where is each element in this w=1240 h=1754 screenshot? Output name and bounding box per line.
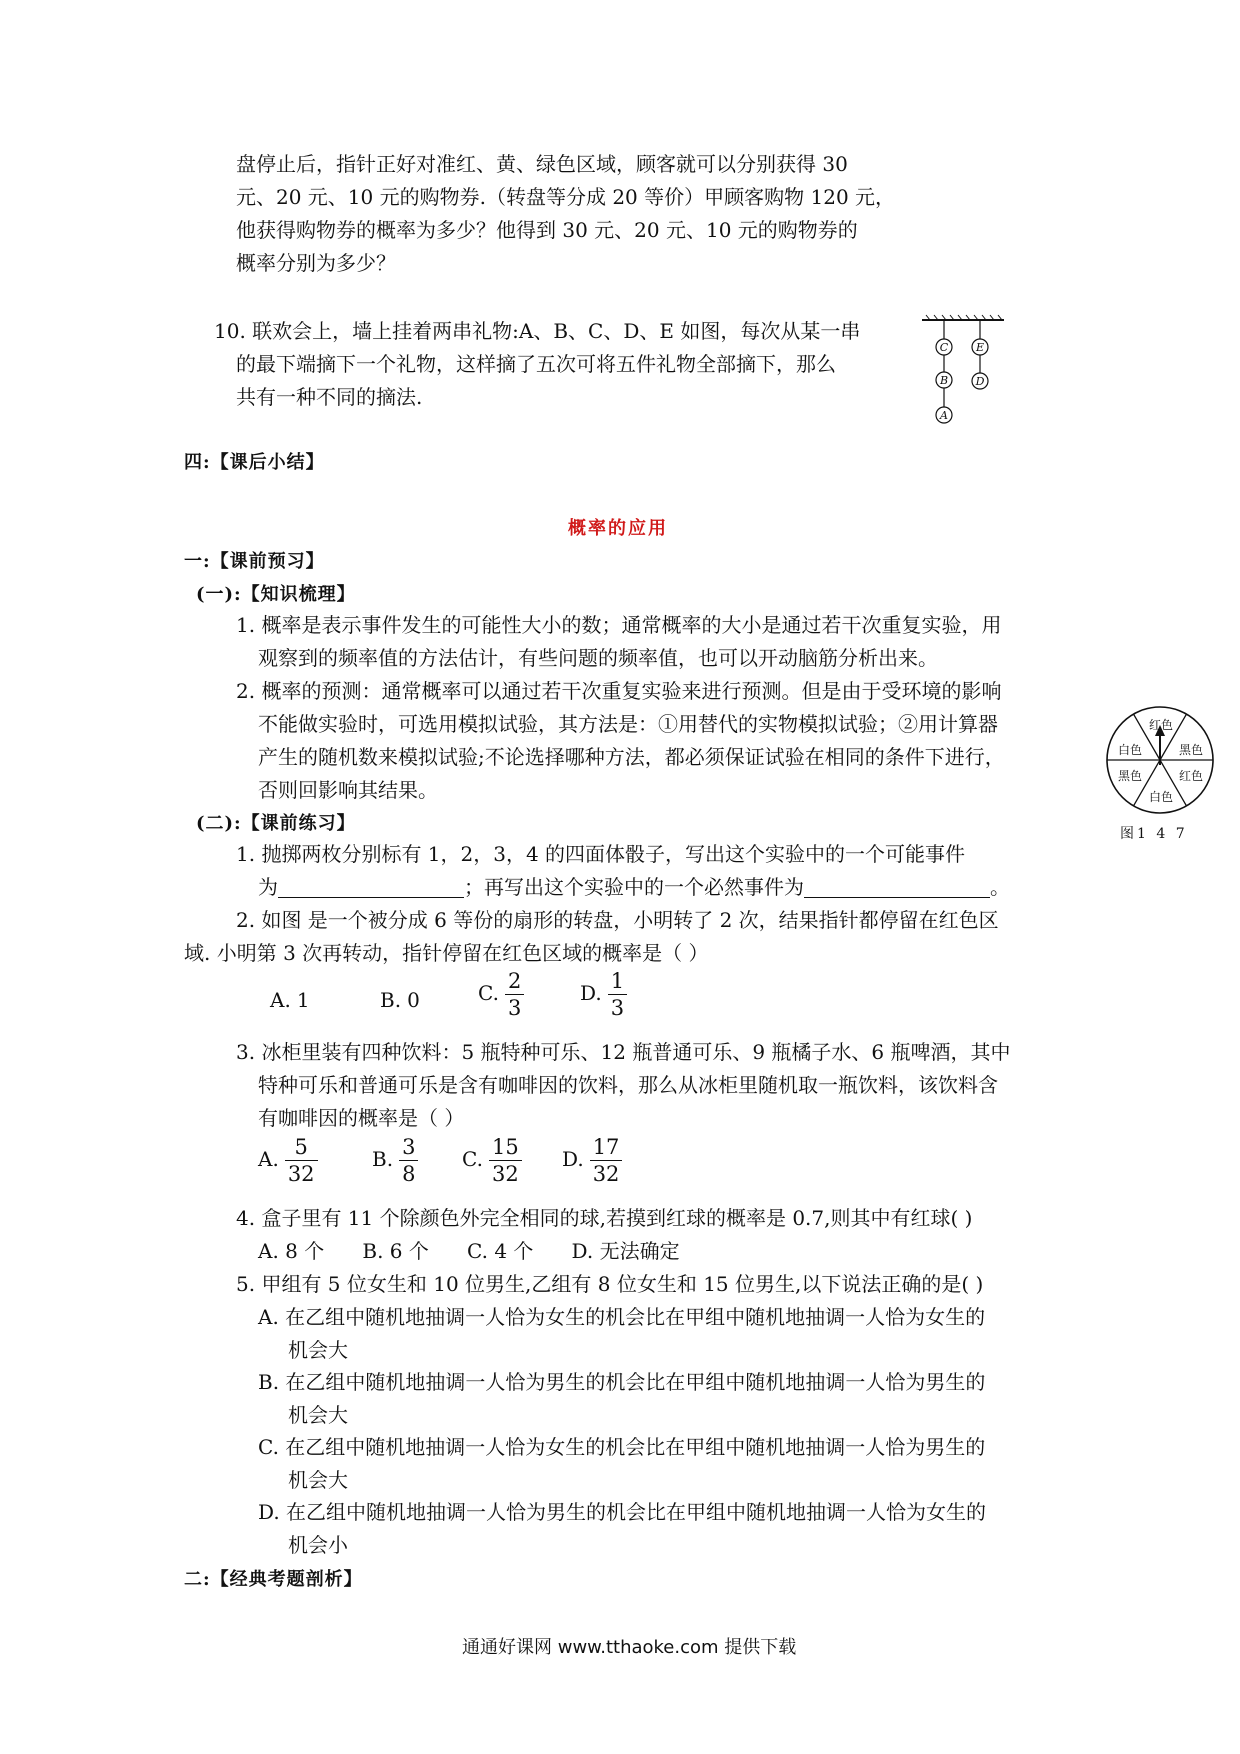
gift-label: E [975,341,985,354]
option-label: A. [258,1147,279,1171]
text-line: 不能做实验时，可选用模拟试验，其方法是：①用替代的实物模拟试验；②用计算器 [258,712,998,736]
page-footer: 通通好课网 www.tthaoke.com 提供下载 [462,1637,797,1658]
option-a-cont: 机会大 [288,1338,348,1362]
text-line: 1. 概率是表示事件发生的可能性大小的数；通常概率的大小是通过若干次重复实验，用 [236,613,1002,637]
subsection-heading: (二):【课前练习】 [196,813,356,834]
text-line: 2. 概率的预测：通常概率可以通过若干次重复实验来进行预测。但是由于受环境的影响 [236,679,1002,703]
sector-label: 黑色 [1117,769,1143,783]
text-line: 10. 联欢会上，墙上挂着两串礼物:A、B、C、D、E 如图，每次从某一串 [214,319,861,343]
section-heading: 四:【课后小结】 [184,452,325,473]
option-c[interactable] [462,1134,522,1187]
denominator: 32 [491,1162,519,1186]
denominator: 3 [507,996,522,1020]
sector-label: 红色 [1148,718,1174,732]
option-label: C. [478,981,499,1005]
figure-caption: 图1 4 7 [1120,826,1188,842]
text-line: 共有一种不同的摘法. [236,385,423,409]
sector-label: 红色 [1178,769,1204,783]
fraction [285,1134,318,1187]
text-line: 1. 抛掷两枚分别标有 1，2，3，4 的四面体骰子，写出这个实验中的一个可能事件 [236,842,966,866]
option-value: 0 [407,988,420,1012]
option-d-cont: 机会小 [288,1533,348,1557]
option-d[interactable] [580,968,627,1021]
text-line: 特种可乐和普通可乐是含有咖啡因的饮料，那么从冰柜里随机取一瓶饮料，该饮料含 [258,1073,998,1097]
option-label: C. [462,1147,483,1171]
gift-label: B [939,374,949,387]
fraction [608,968,627,1021]
section-heading: 一:【课前预习】 [184,551,325,572]
option-label: B. [372,1147,394,1171]
denominator: 8 [402,1162,416,1186]
text-segment: 为 [258,875,278,899]
gift-label: D [975,375,985,388]
option-b[interactable]: B. 在乙组中随机地抽调一人恰为男生的机会比在甲组中随机地抽调一人恰为男生的 [258,1370,986,1394]
fraction [505,968,524,1021]
section-heading: 二:【经典考题剖析】 [184,1569,363,1590]
denominator: 32 [592,1162,620,1186]
gift-label: A [940,409,948,422]
text-line: 2. 如图 是一个被分成 6 等份的扇形的转盘，小明转了 2 次，结果指针都停留在红色区 [236,908,999,932]
numerator: 17 [590,1134,623,1161]
text-line: 元、20 元、10 元的购物券.（转盘等分成 20 等价）甲顾客购物 120 元， [236,185,896,209]
spinner-figure [1102,705,1222,817]
text-line: 的最下端摘下一个礼物，这样摘了五次可将五件礼物全部摘下，那么 [236,352,836,376]
text-line: 域. 小明第 3 次再转动，指针停留在红色区域的概率是（ ） [184,941,709,965]
text-line: 他获得购物券的概率为多少？他得到 30 元、20 元、10 元的购物券的 [236,218,858,242]
text-line: 产生的随机数来模拟试验;不论选择哪种方法，都必须保证试验在相同的条件下进行， [258,745,1005,769]
option-d[interactable]: D. 在乙组中随机地抽调一人恰为男生的机会比在甲组中随机地抽调一人恰为女生的 [258,1500,987,1524]
lesson-title: 概率的应用 [568,518,668,539]
text-line: 盘停止后，指针正好对准红、黄、绿色区域，顾客就可以分别获得 30 [236,152,848,176]
answer-blank[interactable] [804,875,990,898]
text-line [258,871,1010,904]
options-line[interactable]: A. 8 个 B. 6 个 C. 4 个 D. 无法确定 [258,1239,680,1263]
denominator: 3 [610,996,625,1020]
fraction [590,1134,623,1187]
option-b[interactable] [372,1134,418,1187]
option-d[interactable] [562,1134,622,1187]
numerator: 15 [489,1134,522,1161]
option-a[interactable]: A. 在乙组中随机地抽调一人恰为女生的机会比在甲组中随机地抽调一人恰为女生的 [258,1305,986,1329]
text-line: 概率分别为多少？ [236,251,396,275]
text-line: 5. 甲组有 5 位女生和 10 位男生,乙组有 8 位女生和 15 位男生,以下说法正确的是( ) [236,1272,984,1296]
fraction [489,1134,522,1187]
denominator: 32 [287,1162,315,1186]
text-line: 4. 盒子里有 11 个除颜色外完全相同的球,若摸到红球的概率是 0.7,则其中有红球( ) [236,1206,973,1230]
text-line: 3. 冰柜里装有四种饮料：5 瓶特种可乐、12 瓶普通可乐、9 瓶橘子水、6 瓶啤酒，其中 [236,1040,1011,1064]
numerator: 1 [608,968,627,995]
option-label: D. [580,981,602,1005]
option-a[interactable] [270,984,310,1017]
gift-label: C [939,341,949,354]
subsection-heading: (一):【知识梳理】 [196,584,356,605]
option-label: B. [380,988,402,1012]
numerator: 3 [399,1134,418,1161]
answer-blank[interactable] [278,875,464,898]
text-line: 观察到的频率值的方法估计，有些问题的频率值，也可以开动脑筋分析出来。 [258,646,938,670]
option-label: A. [270,988,291,1012]
option-c[interactable]: C. 在乙组中随机地抽调一人恰为女生的机会比在甲组中随机地抽调一人恰为男生的 [258,1435,986,1459]
numerator: 2 [505,968,524,995]
option-b-cont: 机会大 [288,1403,348,1427]
option-c[interactable] [478,968,524,1021]
numerator: 5 [285,1134,318,1161]
option-c-cont: 机会大 [288,1468,348,1492]
text-segment: 。 [990,875,1010,899]
sector-label: 黑色 [1178,743,1204,757]
option-a[interactable] [258,1134,318,1187]
option-b[interactable] [380,984,420,1017]
option-value: 1 [296,988,310,1012]
sector-label: 白色 [1117,743,1143,757]
sector-label: 白色 [1148,790,1174,804]
text-line: 有咖啡因的概率是（ ） [258,1106,465,1130]
fraction [399,1134,418,1187]
option-label: D. [562,1147,584,1171]
gift-strings-figure [918,312,1008,430]
text-segment: ；再写出这个实验中的一个必然事件为 [464,875,804,899]
text-line: 否则回影响其结果。 [258,778,438,802]
